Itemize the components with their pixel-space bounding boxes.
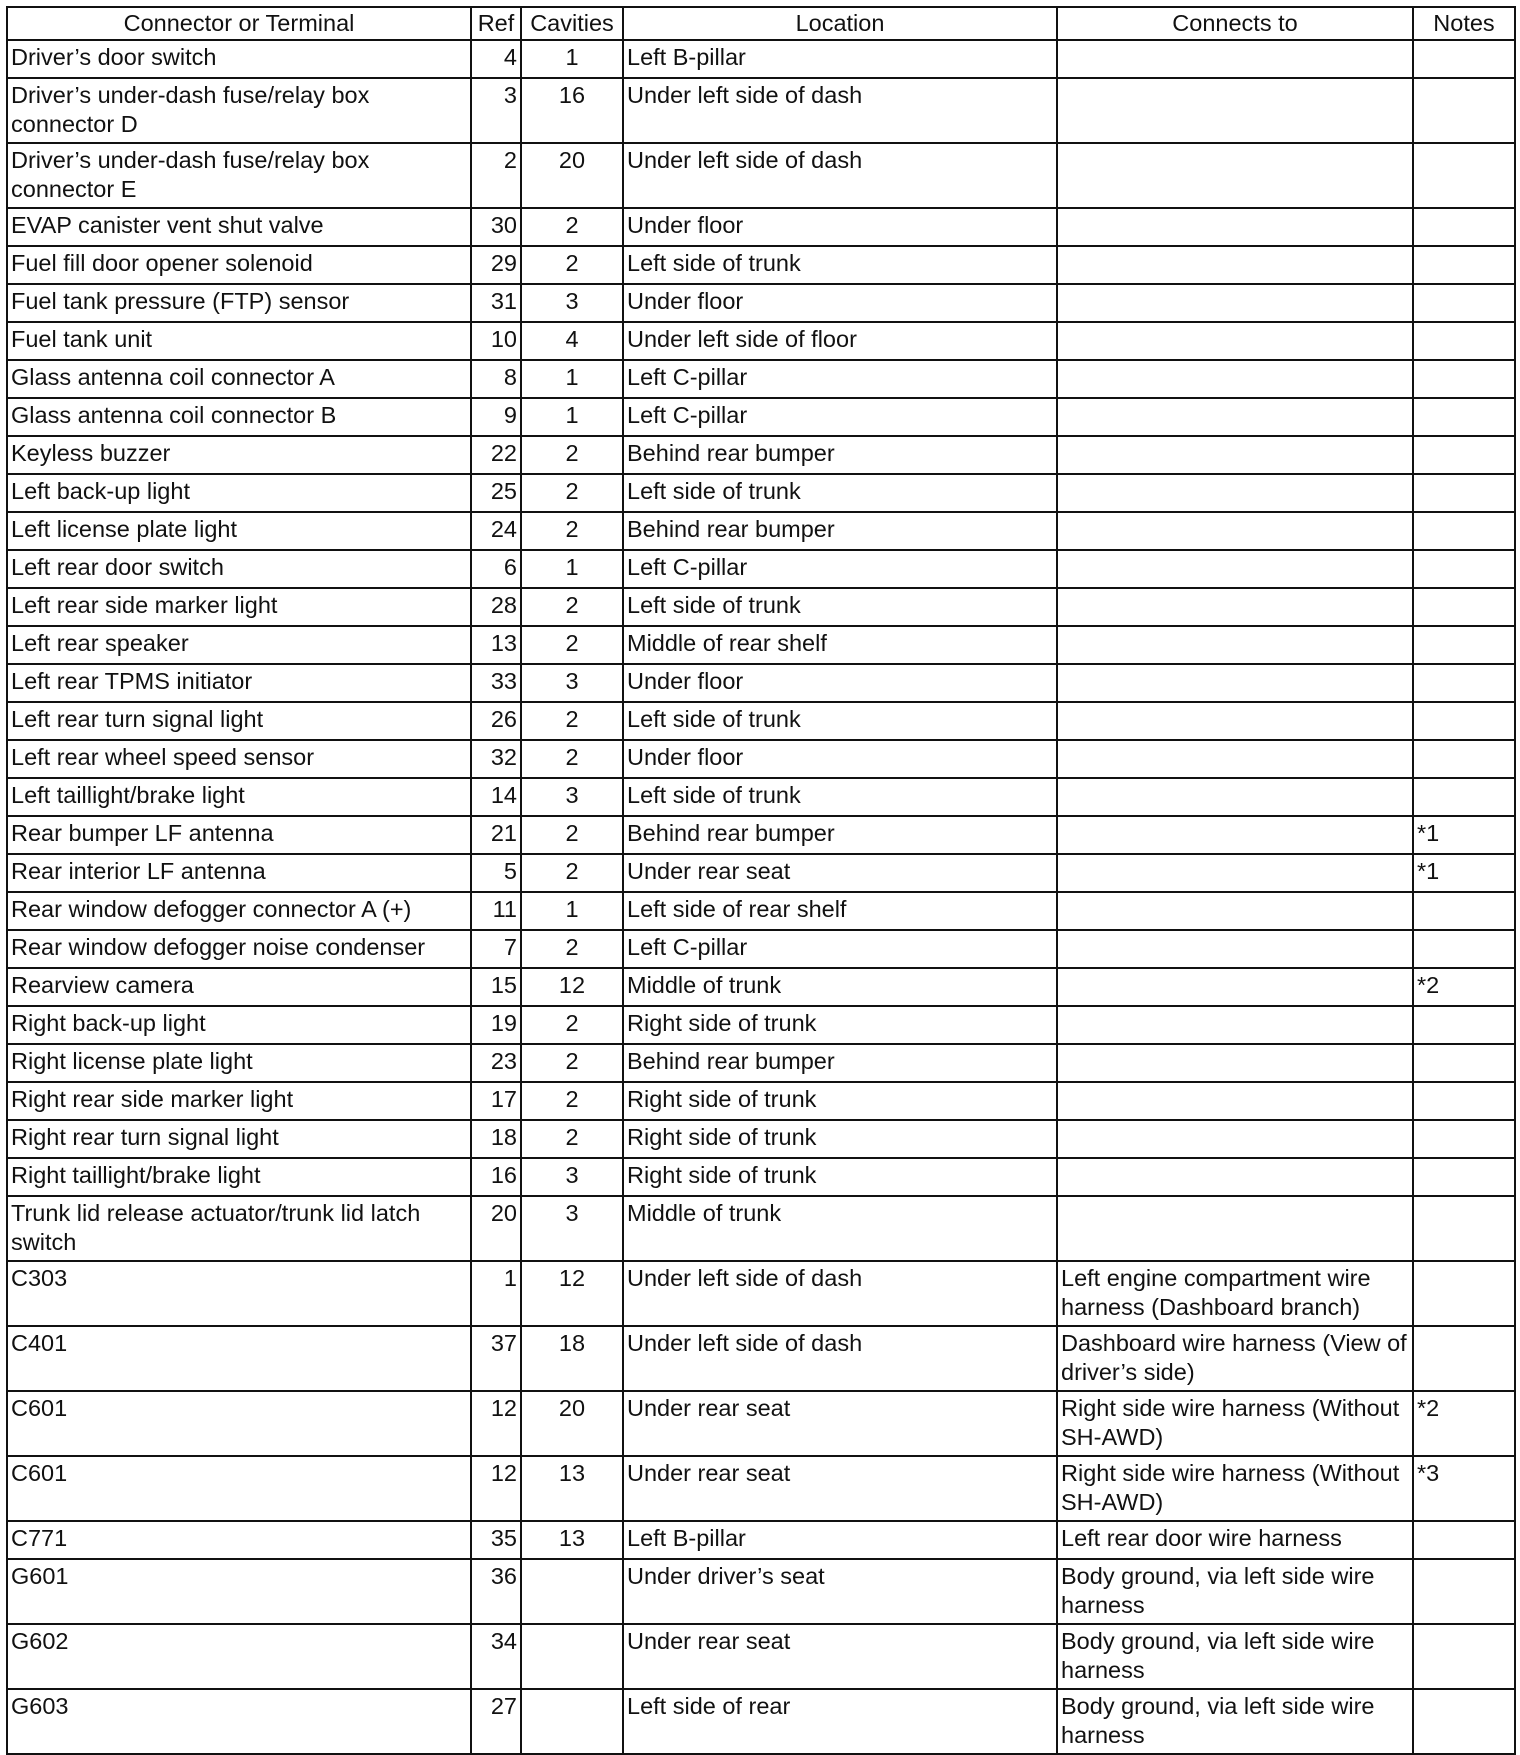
cell-ref: 12: [471, 1391, 521, 1456]
cell-cavities: 13: [521, 1456, 623, 1521]
cell-location: Behind rear bumper: [623, 436, 1057, 474]
cell-ref: 22: [471, 436, 521, 474]
cell-cavities: 3: [521, 664, 623, 702]
cell-connects-to: [1057, 816, 1413, 854]
cell-location: Right side of trunk: [623, 1158, 1057, 1196]
cell-notes: [1413, 284, 1515, 322]
cell-location: Left side of rear shelf: [623, 892, 1057, 930]
table-row: [7, 588, 1515, 626]
cell-cavities: 2: [521, 626, 623, 664]
cell-cavities: 4: [521, 322, 623, 360]
cell-notes: [1413, 360, 1515, 398]
cell-connects-to: [1057, 1006, 1413, 1044]
table-body: [7, 40, 1515, 1754]
cell-notes: [1413, 740, 1515, 778]
cell-ref: 11: [471, 892, 521, 930]
table-row: [7, 1391, 1515, 1456]
table-row: [7, 1261, 1515, 1326]
table-header-row: [7, 7, 1515, 40]
cell-connects-to: Right side wire harness (Without SH-AWD): [1057, 1391, 1413, 1456]
cell-cavities: 1: [521, 360, 623, 398]
cell-connects-to: [1057, 550, 1413, 588]
cell-ref: 29: [471, 246, 521, 284]
cell-connects-to: [1057, 740, 1413, 778]
cell-connector: Glass antenna coil connector B: [7, 398, 471, 436]
cell-location: Left side of trunk: [623, 778, 1057, 816]
cell-notes: [1413, 474, 1515, 512]
cell-location: Right side of trunk: [623, 1120, 1057, 1158]
table-row: [7, 1624, 1515, 1689]
cell-cavities: 1: [521, 550, 623, 588]
cell-notes: [1413, 550, 1515, 588]
cell-cavities: 2: [521, 1006, 623, 1044]
table-row: [7, 1196, 1515, 1261]
cell-connector: Left rear TPMS initiator: [7, 664, 471, 702]
cell-connector: G601: [7, 1559, 471, 1624]
cell-cavities: 2: [521, 208, 623, 246]
cell-cavities: 2: [521, 854, 623, 892]
cell-ref: 19: [471, 1006, 521, 1044]
cell-notes: [1413, 588, 1515, 626]
cell-notes: [1413, 1261, 1515, 1326]
table-row: [7, 1326, 1515, 1391]
cell-ref: 14: [471, 778, 521, 816]
cell-location: Behind rear bumper: [623, 512, 1057, 550]
cell-connects-to: [1057, 512, 1413, 550]
cell-notes: [1413, 246, 1515, 284]
cell-connector: Left rear speaker: [7, 626, 471, 664]
cell-notes: [1413, 892, 1515, 930]
cell-ref: 36: [471, 1559, 521, 1624]
cell-ref: 17: [471, 1082, 521, 1120]
table-row: [7, 1044, 1515, 1082]
cell-cavities: 2: [521, 436, 623, 474]
cell-ref: 5: [471, 854, 521, 892]
cell-connector: Left rear turn signal light: [7, 702, 471, 740]
cell-location: Under driver’s seat: [623, 1559, 1057, 1624]
cell-notes: [1413, 40, 1515, 78]
cell-location: Under rear seat: [623, 1456, 1057, 1521]
cell-cavities: 12: [521, 968, 623, 1006]
cell-location: Left side of trunk: [623, 474, 1057, 512]
cell-cavities: 3: [521, 1158, 623, 1196]
cell-notes: [1413, 1158, 1515, 1196]
cell-connects-to: [1057, 398, 1413, 436]
cell-connects-to: [1057, 702, 1413, 740]
cell-ref: 21: [471, 816, 521, 854]
cell-cavities: 2: [521, 512, 623, 550]
cell-cavities: 1: [521, 398, 623, 436]
cell-location: Under rear seat: [623, 1391, 1057, 1456]
cell-ref: 8: [471, 360, 521, 398]
cell-connector: Left rear door switch: [7, 550, 471, 588]
cell-cavities: 2: [521, 1082, 623, 1120]
cell-location: Left C-pillar: [623, 930, 1057, 968]
cell-connector: Right license plate light: [7, 1044, 471, 1082]
cell-location: Middle of trunk: [623, 968, 1057, 1006]
cell-ref: 7: [471, 930, 521, 968]
cell-cavities: 3: [521, 284, 623, 322]
cell-notes: [1413, 208, 1515, 246]
cell-cavities: [521, 1559, 623, 1624]
cell-location: Right side of trunk: [623, 1082, 1057, 1120]
cell-connects-to: [1057, 626, 1413, 664]
cell-connector: Fuel tank unit: [7, 322, 471, 360]
cell-connects-to: Dashboard wire harness (View of driver’s side): [1057, 1326, 1413, 1391]
cell-ref: 13: [471, 626, 521, 664]
cell-connector: EVAP canister vent shut valve: [7, 208, 471, 246]
cell-connector: Fuel tank pressure (FTP) sensor: [7, 284, 471, 322]
table-row: [7, 664, 1515, 702]
cell-location: Under left side of dash: [623, 143, 1057, 208]
cell-ref: 18: [471, 1120, 521, 1158]
cell-connector: Rear interior LF antenna: [7, 854, 471, 892]
table-row: [7, 284, 1515, 322]
cell-connector: Fuel fill door opener solenoid: [7, 246, 471, 284]
cell-ref: 31: [471, 284, 521, 322]
cell-notes: [1413, 143, 1515, 208]
cell-notes: [1413, 1044, 1515, 1082]
cell-connects-to: [1057, 854, 1413, 892]
cell-notes: *2: [1413, 968, 1515, 1006]
cell-connects-to: [1057, 246, 1413, 284]
cell-connector: Trunk lid release actuator/trunk lid latch switch: [7, 1196, 471, 1261]
cell-connector: Rearview camera: [7, 968, 471, 1006]
cell-cavities: [521, 1624, 623, 1689]
cell-notes: [1413, 664, 1515, 702]
cell-connector: C401: [7, 1326, 471, 1391]
cell-cavities: 2: [521, 246, 623, 284]
cell-connector: Rear bumper LF antenna: [7, 816, 471, 854]
cell-cavities: 2: [521, 816, 623, 854]
header-ref: Ref: [471, 7, 521, 40]
cell-notes: [1413, 1082, 1515, 1120]
cell-location: Left B-pillar: [623, 1521, 1057, 1559]
cell-connector: Driver’s under-dash fuse/relay box connector D: [7, 78, 471, 143]
table-row: [7, 930, 1515, 968]
cell-cavities: 3: [521, 778, 623, 816]
cell-location: Under floor: [623, 740, 1057, 778]
table-row: [7, 512, 1515, 550]
cell-location: Behind rear bumper: [623, 1044, 1057, 1082]
cell-cavities: 3: [521, 1196, 623, 1261]
cell-connector: Left back-up light: [7, 474, 471, 512]
cell-connects-to: [1057, 360, 1413, 398]
cell-cavities: [521, 1689, 623, 1754]
cell-location: Left side of trunk: [623, 588, 1057, 626]
cell-connector: C601: [7, 1456, 471, 1521]
cell-ref: 23: [471, 1044, 521, 1082]
cell-notes: [1413, 1120, 1515, 1158]
table-row: [7, 398, 1515, 436]
cell-connector: G602: [7, 1624, 471, 1689]
cell-notes: *2: [1413, 1391, 1515, 1456]
connector-table: [6, 6, 1516, 1755]
cell-cavities: 1: [521, 892, 623, 930]
table-row: [7, 1158, 1515, 1196]
header-location: Location: [623, 7, 1057, 40]
cell-connects-to: [1057, 208, 1413, 246]
cell-connector: C771: [7, 1521, 471, 1559]
header-notes: Notes: [1413, 7, 1515, 40]
cell-connects-to: [1057, 78, 1413, 143]
cell-connects-to: Left rear door wire harness: [1057, 1521, 1413, 1559]
cell-notes: [1413, 1559, 1515, 1624]
cell-connects-to: Body ground, via left side wire harness: [1057, 1624, 1413, 1689]
cell-cavities: 2: [521, 1044, 623, 1082]
cell-notes: [1413, 436, 1515, 474]
cell-location: Left side of trunk: [623, 246, 1057, 284]
cell-cavities: 2: [521, 930, 623, 968]
cell-connector: Rear window defogger connector A (+): [7, 892, 471, 930]
table-row: [7, 1521, 1515, 1559]
cell-connects-to: [1057, 284, 1413, 322]
cell-notes: *3: [1413, 1456, 1515, 1521]
cell-connector: Rear window defogger noise condenser: [7, 930, 471, 968]
cell-connects-to: [1057, 778, 1413, 816]
table-row: [7, 892, 1515, 930]
cell-cavities: 16: [521, 78, 623, 143]
table-row: [7, 968, 1515, 1006]
table-row: [7, 702, 1515, 740]
cell-notes: [1413, 1521, 1515, 1559]
cell-connects-to: Right side wire harness (Without SH-AWD): [1057, 1456, 1413, 1521]
cell-ref: 34: [471, 1624, 521, 1689]
cell-connector: Right rear side marker light: [7, 1082, 471, 1120]
cell-location: Under rear seat: [623, 854, 1057, 892]
cell-ref: 27: [471, 1689, 521, 1754]
cell-location: Under left side of dash: [623, 1326, 1057, 1391]
table-row: [7, 436, 1515, 474]
cell-ref: 9: [471, 398, 521, 436]
cell-connects-to: [1057, 40, 1413, 78]
cell-location: Left C-pillar: [623, 550, 1057, 588]
cell-connects-to: [1057, 664, 1413, 702]
cell-connector: G603: [7, 1689, 471, 1754]
cell-ref: 1: [471, 1261, 521, 1326]
cell-connector: Right taillight/brake light: [7, 1158, 471, 1196]
cell-connector: Driver’s under-dash fuse/relay box connector E: [7, 143, 471, 208]
cell-connects-to: [1057, 892, 1413, 930]
cell-ref: 28: [471, 588, 521, 626]
cell-notes: [1413, 398, 1515, 436]
cell-connector: Left license plate light: [7, 512, 471, 550]
cell-connects-to: [1057, 1158, 1413, 1196]
cell-connector: Glass antenna coil connector A: [7, 360, 471, 398]
cell-cavities: 1: [521, 40, 623, 78]
table-row: [7, 1082, 1515, 1120]
cell-notes: [1413, 778, 1515, 816]
cell-ref: 37: [471, 1326, 521, 1391]
cell-cavities: 2: [521, 588, 623, 626]
table-row: [7, 816, 1515, 854]
cell-ref: 25: [471, 474, 521, 512]
cell-notes: [1413, 626, 1515, 664]
table-row: [7, 474, 1515, 512]
cell-cavities: 20: [521, 1391, 623, 1456]
cell-connects-to: [1057, 1120, 1413, 1158]
cell-location: Right side of trunk: [623, 1006, 1057, 1044]
cell-cavities: 18: [521, 1326, 623, 1391]
cell-ref: 26: [471, 702, 521, 740]
cell-connects-to: [1057, 322, 1413, 360]
cell-ref: 30: [471, 208, 521, 246]
cell-connector: Driver’s door switch: [7, 40, 471, 78]
cell-ref: 32: [471, 740, 521, 778]
header-connects-to: Connects to: [1057, 7, 1413, 40]
cell-location: Left C-pillar: [623, 398, 1057, 436]
cell-connects-to: [1057, 588, 1413, 626]
table-row: [7, 208, 1515, 246]
cell-ref: 3: [471, 78, 521, 143]
header-connector: Connector or Terminal: [7, 7, 471, 40]
cell-notes: [1413, 1624, 1515, 1689]
cell-connector: C303: [7, 1261, 471, 1326]
cell-notes: [1413, 1689, 1515, 1754]
cell-location: Left B-pillar: [623, 40, 1057, 78]
cell-connects-to: [1057, 1082, 1413, 1120]
cell-ref: 33: [471, 664, 521, 702]
cell-location: Under floor: [623, 284, 1057, 322]
table-row: [7, 854, 1515, 892]
cell-location: Left C-pillar: [623, 360, 1057, 398]
table-row: [7, 550, 1515, 588]
table-row: [7, 1006, 1515, 1044]
connector-table-sheet: [6, 6, 1514, 1755]
cell-connector: Right rear turn signal light: [7, 1120, 471, 1158]
table-row: [7, 1689, 1515, 1754]
cell-connects-to: [1057, 436, 1413, 474]
cell-location: Middle of rear shelf: [623, 626, 1057, 664]
cell-ref: 6: [471, 550, 521, 588]
cell-cavities: 2: [521, 1120, 623, 1158]
cell-ref: 20: [471, 1196, 521, 1261]
cell-connects-to: Body ground, via left side wire harness: [1057, 1689, 1413, 1754]
cell-connector: Keyless buzzer: [7, 436, 471, 474]
cell-ref: 15: [471, 968, 521, 1006]
table-row: [7, 1559, 1515, 1624]
table-row: [7, 246, 1515, 284]
cell-location: Under left side of dash: [623, 78, 1057, 143]
cell-ref: 2: [471, 143, 521, 208]
cell-location: Left side of trunk: [623, 702, 1057, 740]
cell-connector: Left rear side marker light: [7, 588, 471, 626]
table-row: [7, 78, 1515, 143]
cell-connector: C601: [7, 1391, 471, 1456]
cell-ref: 24: [471, 512, 521, 550]
cell-location: Left side of rear: [623, 1689, 1057, 1754]
cell-connects-to: [1057, 143, 1413, 208]
table-row: [7, 778, 1515, 816]
cell-location: Under floor: [623, 664, 1057, 702]
cell-cavities: 2: [521, 702, 623, 740]
table-row: [7, 143, 1515, 208]
cell-connects-to: [1057, 1044, 1413, 1082]
table-row: [7, 740, 1515, 778]
header-cavities: Cavities: [521, 7, 623, 40]
cell-connects-to: Body ground, via left side wire harness: [1057, 1559, 1413, 1624]
cell-ref: 35: [471, 1521, 521, 1559]
cell-connects-to: [1057, 930, 1413, 968]
cell-location: Under rear seat: [623, 1624, 1057, 1689]
table-row: [7, 626, 1515, 664]
cell-notes: *1: [1413, 816, 1515, 854]
table-row: [7, 40, 1515, 78]
cell-location: Middle of trunk: [623, 1196, 1057, 1261]
cell-cavities: 12: [521, 1261, 623, 1326]
cell-notes: [1413, 1326, 1515, 1391]
cell-connector: Left taillight/brake light: [7, 778, 471, 816]
cell-location: Under left side of dash: [623, 1261, 1057, 1326]
cell-notes: [1413, 322, 1515, 360]
cell-notes: [1413, 930, 1515, 968]
table-row: [7, 1456, 1515, 1521]
table-row: [7, 322, 1515, 360]
cell-cavities: 13: [521, 1521, 623, 1559]
cell-ref: 16: [471, 1158, 521, 1196]
cell-location: Under floor: [623, 208, 1057, 246]
cell-connects-to: [1057, 1196, 1413, 1261]
cell-cavities: 2: [521, 740, 623, 778]
cell-notes: [1413, 1006, 1515, 1044]
cell-connector: Right back-up light: [7, 1006, 471, 1044]
cell-ref: 4: [471, 40, 521, 78]
table-row: [7, 1120, 1515, 1158]
cell-cavities: 2: [521, 474, 623, 512]
cell-notes: *1: [1413, 854, 1515, 892]
cell-location: Under left side of floor: [623, 322, 1057, 360]
table-row: [7, 360, 1515, 398]
cell-notes: [1413, 1196, 1515, 1261]
cell-connector: Left rear wheel speed sensor: [7, 740, 471, 778]
cell-notes: [1413, 78, 1515, 143]
cell-connects-to: [1057, 474, 1413, 512]
cell-ref: 10: [471, 322, 521, 360]
cell-connects-to: [1057, 968, 1413, 1006]
cell-location: Behind rear bumper: [623, 816, 1057, 854]
cell-cavities: 20: [521, 143, 623, 208]
cell-ref: 12: [471, 1456, 521, 1521]
cell-notes: [1413, 702, 1515, 740]
cell-notes: [1413, 512, 1515, 550]
cell-connects-to: Left engine compartment wire harness (Dashboard branch): [1057, 1261, 1413, 1326]
